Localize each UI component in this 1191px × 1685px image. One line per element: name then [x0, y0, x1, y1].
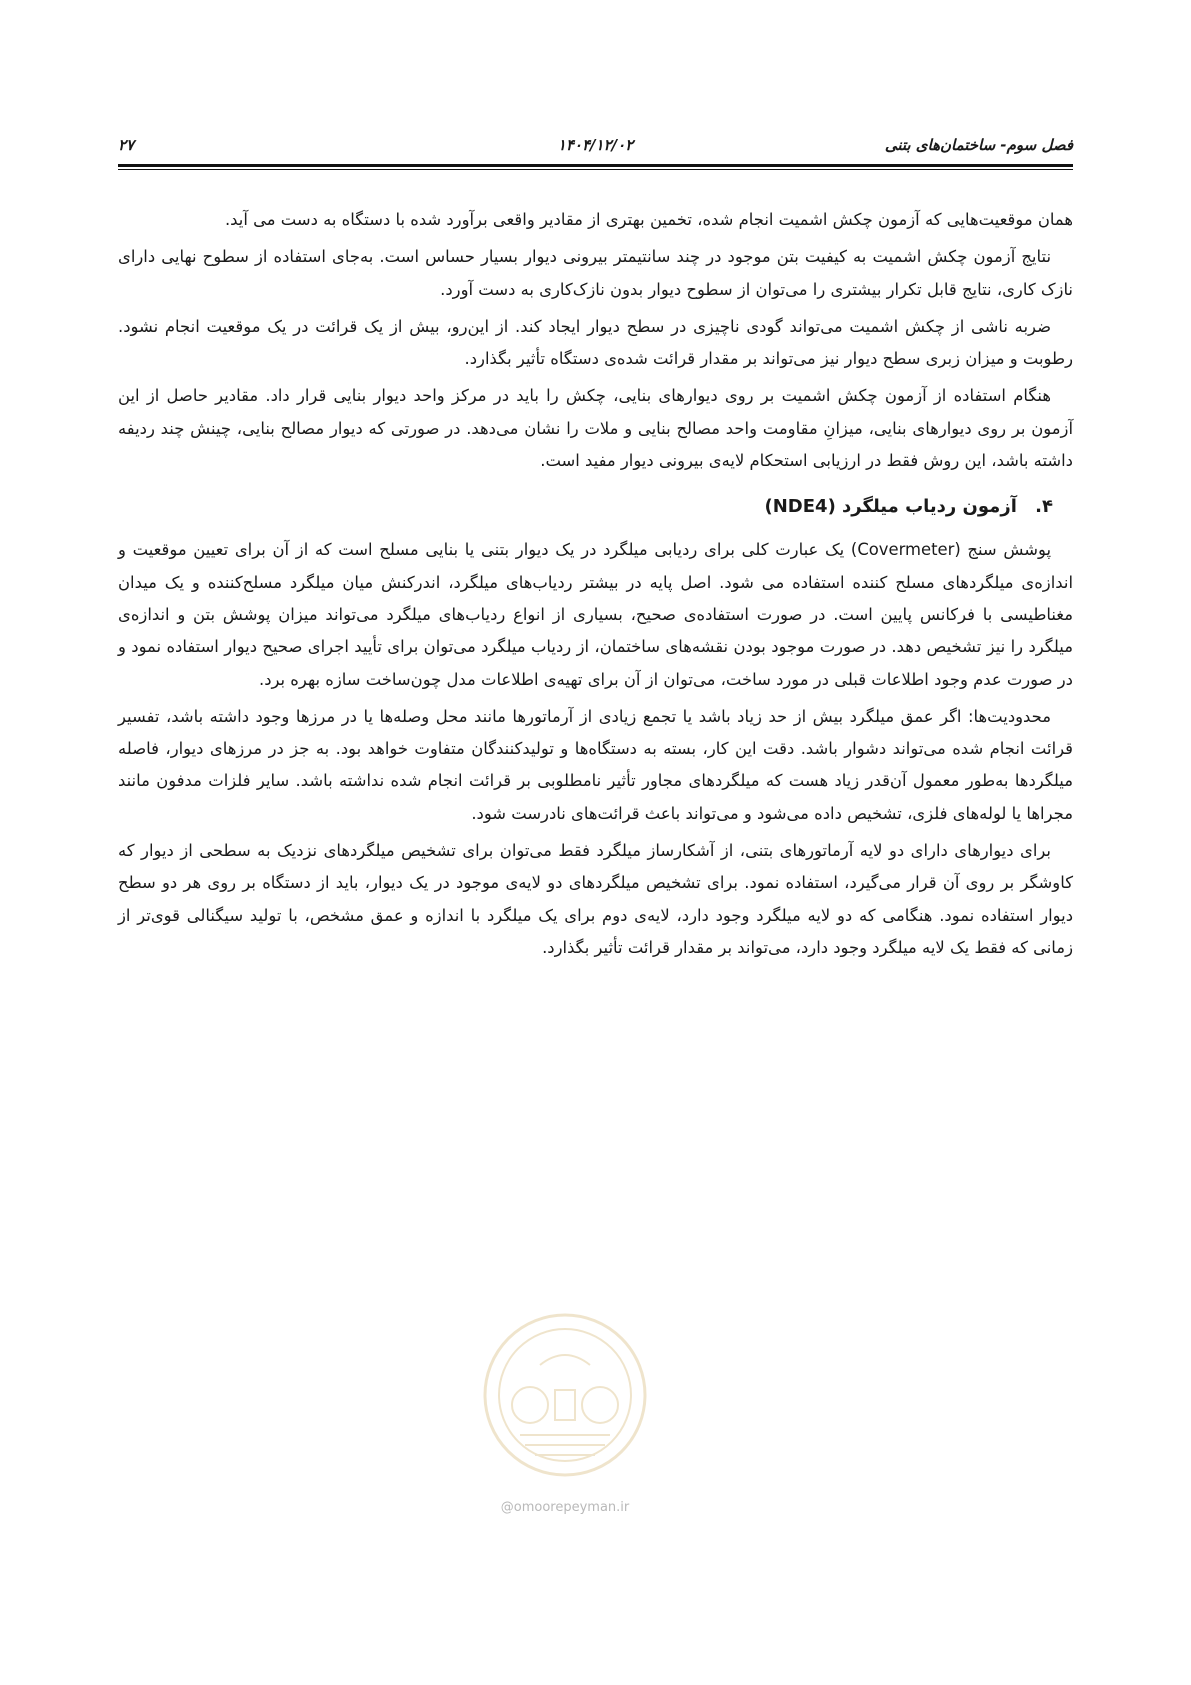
paragraph: ضربه ناشی از چکش اشمیت می‌تواند گودی ناچیزی در سطح دیوار ایجاد کند. از این‌رو، بیش از یک قرائت در یک موقعیت انجام نشود. رطوبت و میزان زبری سطح دیوار نیز می‌تواند بر مقدار قرائت شده‌ی دستگاه تأثیر بگذارد. [118, 316, 1073, 369]
watermark-seal [480, 1310, 650, 1480]
paragraph: محدودیت‌ها: اگر عمق میلگرد بیش از حد زیاد باشد یا تجمع زیادی از آرماتورها مانند محل وصله‌ها یا در مرزها وجود داشته باشد، تفسیر قرائت انجام شده می‌تواند دشوار باشد. دقت این کار، بسته به دستگاه‌ها و تولیدکنندگان متفاوت خواهد بود. به جز در مرزهای دیوار، فاصله میلگردها به‌طور معمول آن‌قدر زیاد هست که میلگردهای مجاور تأثیر نامطلوبی بر قرائت انجام شده نداشته باشد. سایر فلزات مدفون مانند مجراها یا لوله‌های فلزی، تشخیص داده می‌شود و می‌تواند باعث قرائت‌های نادرست شود. [118, 706, 1073, 823]
header-date: ۱۴۰۴/۱۲/۰۲ [557, 136, 634, 154]
paragraph: همان موقعیت‌هایی که آزمون چکش اشمیت انجام شده، تخمین بهتری از مقادیر واقعی برآورد شده با دستگاه به دست می آید. [224, 210, 1073, 229]
paragraph: هنگام استفاده از آزمون چکش اشمیت بر روی دیوارهای بنایی، چکش را باید در مرکز واحد دیوار بنایی قرار داد. مقادیر حاصل از این آزمون بر روی دیوارهای بنایی، میزانِ مقاومت واحد مصالح بنایی و ملات را نشان می‌دهد. در صورتی که دیوار مصالح بنایی، چینش چند ردیفه داشته باشد، این روش فقط در ارزیابی استحکام لایه‌ی بیرونی دیوار مفید است. [118, 386, 1073, 471]
section-number: ۴. [1035, 496, 1053, 518]
header-rule-thin [118, 169, 1073, 170]
paragraph: نتایج آزمون چکش اشمیت به کیفیت بتن موجود در چند سانتیمتر بیرونی دیوار بسیار حساس است. به‌جای استفاده از سطوح نهایی دارای نازک کاری، نتایج قابل تکرار بیشتری را می‌توان از سطوح دیوار بدون نازک‌کاری به دست آورد. [118, 247, 1073, 299]
section-title: آزمون ردیاب میلگرد (NDE4) [764, 496, 1017, 518]
header-rule-thick [118, 164, 1073, 167]
page-number: ۲۷ [118, 136, 135, 154]
paragraph: پوشش سنج (Covermeter) یک عبارت کلی برای ردیابی میلگرد در یک دیوار بتنی یا بنایی مسلح است که از آن برای تعیین موقعیت و اندازه‌ی میلگردهای مسلح کننده استفاده می شود. اصل پایه در بیشتر ردیاب‌های میلگرد، اندرکنش میان میلگرد مسلح‌کننده و یک میدان مغناطیسی با فرکانس پایین است. در صورت استفاده‌ی صحیح، بسیاری از انواع ردیاب‌های میلگرد می‌تواند میزان پوشش بتن و اندازه‌ی میلگرد را نیز تشخیص دهد. در صورت موجود بودن نقشه‌های ساختمان، از ردیاب میلگرد می‌توان برای تأیید اجرای صحیح دیوار استفاده نمود و در صورت عدم وجود اطلاعات قبلی در مورد ساخت، می‌توان از آن برای تهیه‌ی اطلاعات مدل چون‌ساخت سازه بهره برد. [118, 540, 1073, 689]
chapter-title: فصل سوم- ساختمان‌های بتنی [884, 136, 1073, 154]
paragraph: برای دیوارهای دارای دو لایه آرماتورهای بتنی، از آشکارساز میلگرد فقط می‌توان برای تشخیص میلگردهای نزدیک به سطحی از دیوار که کاوشگر بر روی آن قرار می‌گیرد، استفاده نمود. برای تشخیص میلگردهای دو لایه‌ی موجود در یک دیوار، باید از دستگاه بر روی هر دو سطح دیوار استفاده نمود. هنگامی که دو لایه میلگرد وجود دارد، لایه‌ی دوم برای یک میلگرد با اندازه و عمق مشخص، با تولید سیگنالی قوی‌تر از زمانی که فقط یک لایه میلگرد وجود دارد، می‌تواند بر مقدار قرائت تأثیر بگذارد. [118, 841, 1073, 957]
watermark-text: @omoorepeyman.ir [500, 1500, 630, 1515]
page-header [118, 130, 1073, 164]
section-heading [118, 490, 1073, 524]
page-body [118, 204, 1073, 969]
